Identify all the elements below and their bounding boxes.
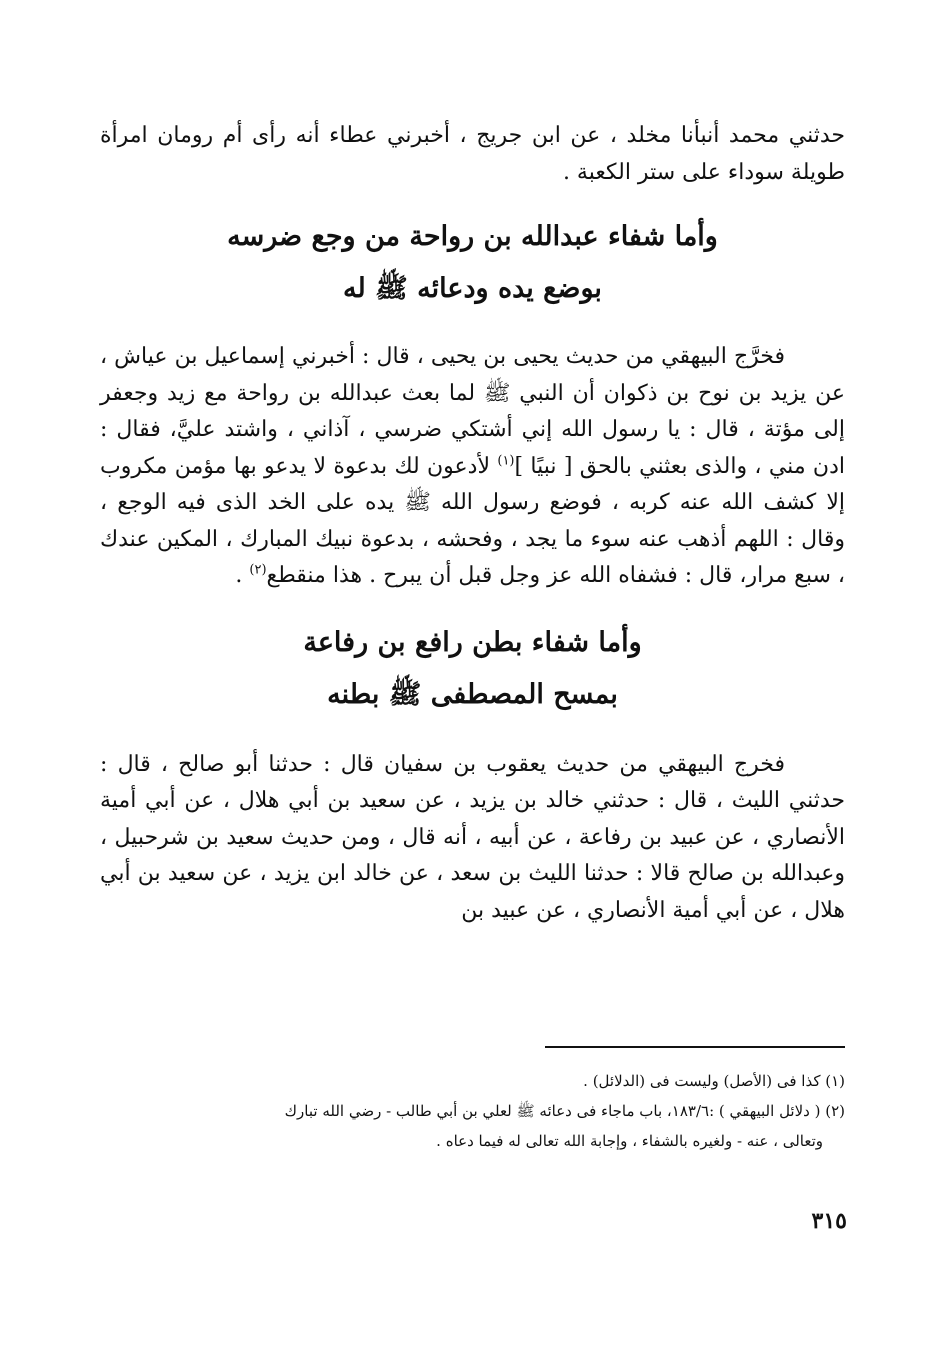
footnote-ref-1: (١)	[497, 453, 515, 469]
paragraph-3: فخرج البيهقي من حديث يعقوب بن سفيان قال : حدثنا أبو صالح ، قال : حدثني الليث ، قال : حدثني خالد بن يزيد ، عن سعيد بن أبي هلال ، عن أبي أمية الأنصاري ، عن عبيد بن رفاعة ، عن أبيه ، أنه قال ، ومن حديث سعيد بن شرحبيل ، وعبدالله بن صالح قالا : حدثنا الليث بن سعد ، عن خالد ابن يزيد ، عن سعيد بن أبي هلال ، عن أبي أمية الأنصاري ، عن عبيد بن	[100, 751, 845, 923]
paragraph-2-part-1: فخرَّج البيهقي من حديث يحيى بن يحيى ، قال : أخبرني إسماعيل بن عياش ، عن يزيد بن نوح بن ذكوان أن النبي ﷺ لما بعث عبدالله بن رواحة مع زيد وجعفر إلى مؤتة ، قال : يا رسول الله إني أشتكي ضرسي ، آذاني ، واشتد عليَّ، فقال : ادن مني ، والذى بعثني بالحق [ نبيًا ]	[100, 344, 845, 479]
footnote-ref-2: (٢)	[249, 562, 267, 578]
page-body	[100, 118, 845, 929]
paragraph-1: حدثني محمد أنبأنا مخلد ، عن ابن جريج ، أخبرني عطاء أنه رأى أم رومان امرأة طويلة سوداء على ستر الكعبة .	[100, 123, 845, 185]
paragraph-2-part-2: لأدعون لك بدعوة لا يدعو بها مؤمن مكروب إلا كشف الله عنه كربه ، فوضع رسول الله ﷺ يده على الخد الذى فيه الوجع ، وقال : اللهم أذهب عنه سوء ما يجد ، وفحشه ، بدعوة نبيك المبارك ، المكين عندك ، سبع مرار، قال : فشفاه الله عز وجل قبل أن يبرح . هذا منقطع	[100, 453, 845, 588]
footnote-2-line-1: (٢) ( دلائل البيهقي ) :١٨٣/٦، باب ماجاء فى دعائه ﷺ لعلي بن أبي طالب - رضي الله تبارك	[284, 1102, 845, 1120]
footnote-divider	[545, 1046, 845, 1048]
heading-2-line-1: وأما شفاء بطن رافع بن رفاعة	[303, 626, 642, 658]
paragraph-2-end: .	[235, 563, 250, 588]
heading-2	[100, 617, 845, 721]
footnote-1: (١) كذا فى (الأصل) وليست فى (الدلائل) .	[583, 1072, 845, 1090]
heading-2-line-2: بمسح المصطفى ﷺ بطنه	[327, 678, 618, 710]
heading-1-line-1: وأما شفاء عبدالله بن رواحة من وجع ضرسه	[227, 221, 718, 252]
footnote-list	[100, 1066, 845, 1156]
heading-1-line-2: بوضع يده ودعائه ﷺ له	[343, 273, 602, 304]
page-number: ٣١٥	[811, 1208, 847, 1234]
heading-1	[100, 211, 845, 315]
footnote-2-line-2: وتعالى ، عنه - ولغيره بالشفاء ، وإجابة الله تعالى له فيما دعاه .	[436, 1132, 823, 1150]
paragraph-2	[100, 339, 845, 595]
